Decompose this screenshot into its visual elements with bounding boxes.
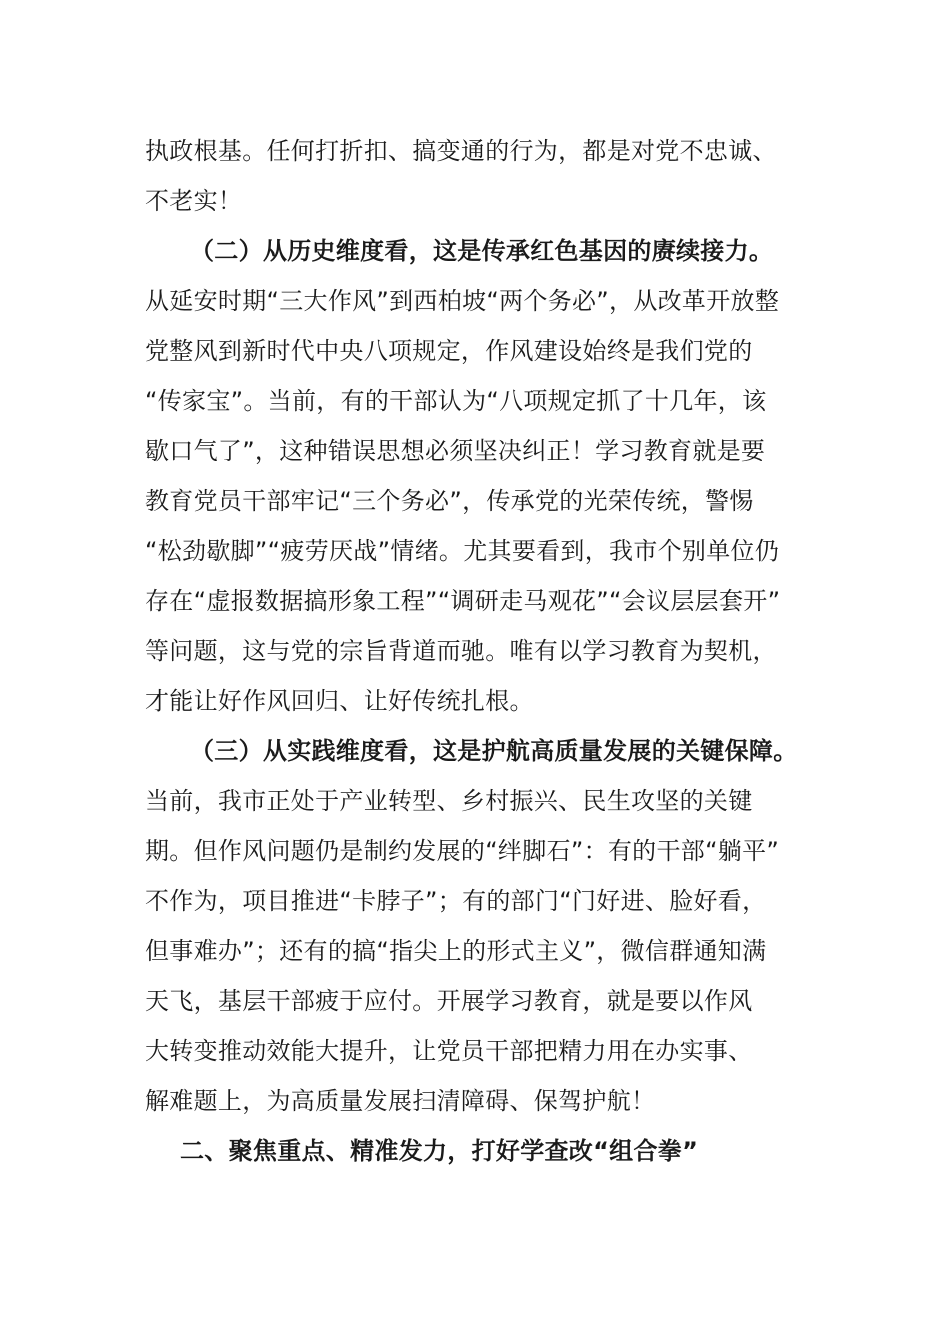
paragraph-line: 不作为，项目推进“卡脖子”；有的部门“门好进、脸好看，	[145, 887, 767, 915]
paragraph-line: 不老实！	[145, 187, 243, 215]
paragraph-line: 但事难办”；还有的搞“指尖上的形式主义”，微信群通知满	[145, 937, 767, 965]
paragraph-line: 歇口气了”，这种错误思想必须坚决纠正！学习教育就是要	[145, 437, 766, 465]
paragraph-line: 天飞，基层干部疲于应付。开展学习教育，就是要以作风	[145, 987, 753, 1015]
section-heading-historical: （二）从历史维度看，这是传承红色基因的赓续接力。	[190, 237, 774, 265]
paragraph-line: 执政根基。任何打折扣、搞变通的行为，都是对党不忠诚、	[145, 137, 777, 165]
chapter-heading-two: 二、聚焦重点、精准发力，打好学查改“组合拳”	[180, 1137, 699, 1165]
paragraph-line: 才能让好作风回归、让好传统扎根。	[145, 687, 534, 715]
paragraph-line: “传家宝”。当前，有的干部认为“八项规定抓了十几年，该	[145, 387, 767, 415]
paragraph-line: 党整风到新时代中央八项规定，作风建设始终是我们党的	[145, 337, 753, 365]
section-heading-practical: （三）从实践维度看，这是护航高质量发展的关键保障。	[190, 737, 798, 765]
paragraph-line: “松劲歇脚”“疲劳厌战”情绪。尤其要看到，我市个别单位仍	[145, 537, 780, 565]
paragraph-line: 教育党员干部牢记“三个务必”，传承党的光荣传统，警惕	[145, 487, 754, 515]
paragraph-line: 等问题，这与党的宗旨背道而驰。唯有以学习教育为契机，	[145, 637, 777, 665]
paragraph-line: 解难题上，为高质量发展扫清障碍、保驾护航！	[145, 1087, 656, 1115]
paragraph-line: 从延安时期“三大作风”到西柏坡“两个务必”，从改革开放整	[145, 287, 780, 315]
paragraph-line: 大转变推动效能大提升，让党员干部把精力用在办实事、	[145, 1037, 753, 1065]
paragraph-line: 期。但作风问题仍是制约发展的“绊脚石”：有的干部“躺平”	[145, 837, 780, 865]
paragraph-line: 存在“虚报数据搞形象工程”“调研走马观花”“会议层层套开”	[145, 587, 781, 615]
paragraph-line: 当前，我市正处于产业转型、乡村振兴、民生攻坚的关键	[145, 787, 753, 815]
